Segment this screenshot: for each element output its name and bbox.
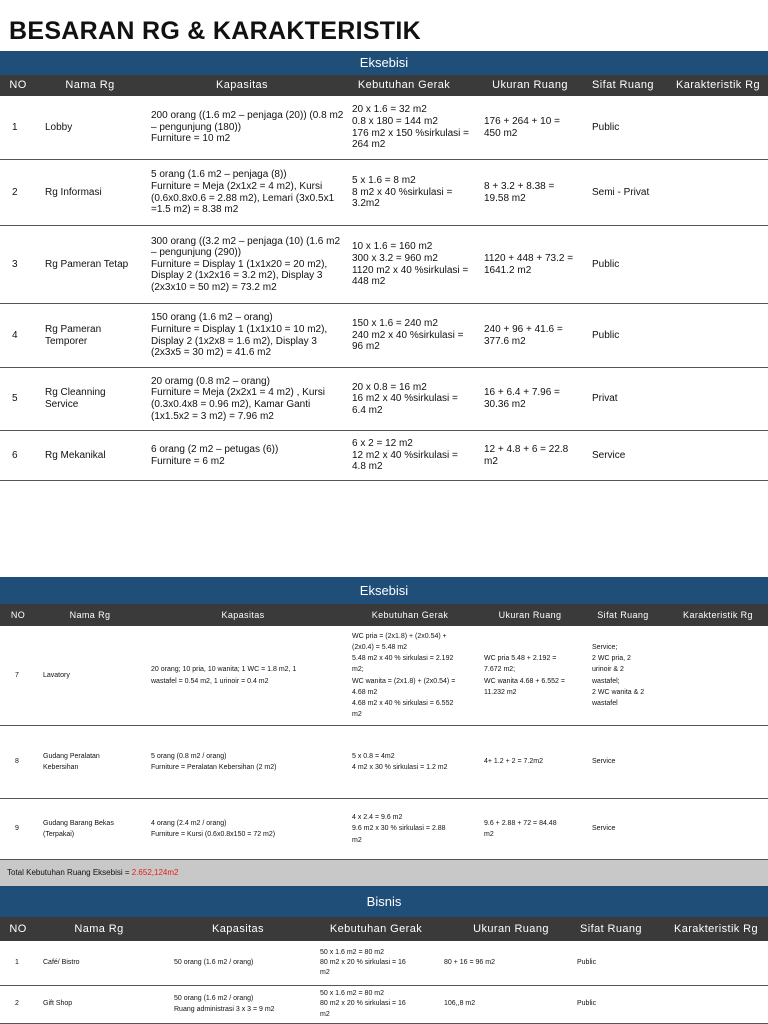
cell-sifat-ruang (592, 96, 668, 159)
cell-kebutuhan-gerak (352, 304, 480, 367)
column-header-kapasitas: Kapasitas (221, 610, 265, 620)
cell-sifat-ruang (592, 626, 668, 725)
cell-no (15, 941, 39, 985)
column-header-ukuran-ruang: Ukuran Ruang (492, 79, 568, 91)
cell-text: Public (592, 329, 620, 341)
cell-text: 6 (12, 449, 18, 461)
table-row (0, 96, 768, 160)
cell-text: 50 orang (1.6 m2 / orang) Ruang administrasi 3 x 3 = 9 m2 (174, 995, 275, 1013)
cell-sifat-ruang (577, 986, 668, 1023)
cell-no (12, 368, 41, 430)
column-header-no: NO (9, 923, 27, 935)
cell-karakteristik-rg (672, 986, 764, 1023)
cell-kebutuhan-gerak (352, 431, 480, 480)
cell-ukuran-ruang (484, 368, 588, 430)
cell-no (12, 304, 41, 367)
cell-text: 300 orang ((3.2 m2 – penjaga (10) (1.6 m2 – pengunjung (290)) Furniture = Display 1 (1x1x20 = 20 m2), Display 2 (1x2x16 = 3.2 m2), Display 3 (2x3x10 = 50 m2) = 73.2 m2 (151, 235, 340, 293)
cell-ukuran-ruang (444, 941, 573, 985)
total-label: Total Kebutuhan Ruang Eksebisi = (7, 868, 132, 877)
table-row (0, 941, 768, 986)
column-header-nama-rg: Nama Rg (69, 610, 111, 620)
table-row (0, 226, 768, 304)
table-row (0, 986, 768, 1024)
cell-text: 20 x 1.6 = 32 m2 0.8 x 180 = 144 m2 176 m2 x 150 %sirkulasi = 264 m2 (352, 104, 470, 151)
column-header-karakteristik-rg: Karakteristik Rg (675, 79, 761, 91)
cell-nama-rg (45, 226, 147, 303)
cell-text: Café/ Bistro (43, 958, 80, 966)
cell-text: 176 + 264 + 10 = 450 m2 (484, 115, 560, 139)
cell-sifat-ruang (592, 226, 668, 303)
table-header-row (0, 75, 768, 96)
table-row (0, 431, 768, 481)
cell-text: Gudang Barang Bekas (Terpakai) (43, 819, 114, 838)
column-header-nama-rg: Nama Rg (74, 923, 124, 935)
cell-text: 20 orang; 10 pria, 10 wanita; 1 WC = 1.8 m2, 1 wastafel = 0.54 m2, 1 urinoir = 0.4 m2 (151, 666, 297, 685)
cell-karakteristik-rg (672, 799, 764, 859)
cell-text: Gudang Peralatan Kebersihan (43, 752, 100, 771)
column-header-kebutuhan-gerak: Kebutuhan Gerak (357, 79, 451, 91)
table-row (0, 799, 768, 860)
cell-text: 16 + 6.4 + 7.96 = 30.36 m2 (484, 387, 560, 410)
cell-text: Rg Mekanikal (45, 449, 106, 461)
cell-no (12, 160, 41, 225)
column-header-kebutuhan-gerak: Kebutuhan Gerak (329, 923, 423, 935)
cell-nama-rg (43, 626, 147, 725)
cell-nama-rg (43, 986, 170, 1023)
cell-karakteristik-rg (672, 726, 764, 798)
cell-text: 5 (12, 393, 18, 405)
cell-text: Service (592, 758, 616, 766)
cell-sifat-ruang (592, 726, 668, 798)
column-header-karakteristik-rg: Karakteristik Rg (683, 610, 753, 620)
column-header-karakteristik-rg: Karakteristik Rg (673, 923, 759, 935)
cell-kapasitas (151, 368, 348, 430)
cell-text: 80 + 16 = 96 m2 (444, 958, 495, 966)
cell-kapasitas (151, 799, 348, 859)
table-row (0, 626, 768, 726)
cell-sifat-ruang (592, 431, 668, 480)
column-header-sifat-ruang: Sifat Ruang (592, 79, 654, 91)
cell-no (15, 799, 39, 859)
cell-text: Public (592, 258, 620, 270)
cell-sifat-ruang (592, 368, 668, 430)
cell-no (15, 986, 39, 1023)
cell-nama-rg (43, 799, 147, 859)
cell-text: 2 (12, 186, 18, 198)
cell-karakteristik-rg (672, 941, 764, 985)
cell-kebutuhan-gerak (352, 799, 480, 859)
cell-kapasitas (174, 986, 316, 1023)
cell-kapasitas (151, 626, 348, 725)
column-header-kapasitas: Kapasitas (216, 79, 268, 91)
cell-nama-rg (43, 941, 170, 985)
cell-kapasitas (151, 160, 348, 225)
cell-text: WC pria 5.48 + 2.192 = 7.672 m2; WC wanita 4.68 + 6.552 = 11.232 m2 (484, 655, 565, 696)
cell-text: 10 x 1.6 = 160 m2 300 x 3.2 = 960 m2 1120 m2 x 40 %sirkulasi = 448 m2 (352, 241, 469, 288)
cell-nama-rg (45, 304, 147, 367)
cell-kapasitas (151, 96, 348, 159)
column-header-sifat-ruang: Sifat Ruang (597, 610, 649, 620)
cell-text: Rg Cleanning Service (45, 387, 106, 410)
cell-text: 6 orang (2 m2 – petugas (6)) Furniture = 6 m2 (151, 443, 279, 467)
section-heading: Eksebisi (359, 55, 409, 70)
cell-ukuran-ruang (484, 226, 588, 303)
cell-sifat-ruang (592, 304, 668, 367)
column-header-sifat-ruang: Sifat Ruang (580, 923, 642, 935)
cell-text: Rg Pameran Temporer (45, 323, 102, 347)
cell-text: 150 orang (1.6 m2 – orang) Furniture = Display 1 (1x1x10 = 10 m2), Display 2 (1x2x8 = 1.6 m2), Display 3 (2x3x5 = 30 m2) = 41.6 m2 (151, 312, 328, 359)
cell-text: Service (592, 825, 616, 833)
cell-kebutuhan-gerak (320, 941, 440, 985)
column-header-kebutuhan-gerak: Kebutuhan Gerak (371, 610, 449, 620)
cell-text: 12 + 4.8 + 6 = 22.8 m2 (484, 443, 569, 467)
cell-text: 7 (15, 671, 19, 679)
cell-no (12, 431, 41, 480)
cell-text: 3 (12, 258, 18, 270)
cell-no (15, 626, 39, 725)
cell-text: Public (577, 958, 597, 966)
cell-text: 8 + 3.2 + 8.38 = 19.58 m2 (484, 180, 555, 204)
cell-text: 50 x 1.6 m2 = 80 m2 80 m2 x 20 % sirkulasi = 16 m2 (320, 948, 406, 977)
cell-text: 2 (15, 1000, 19, 1008)
cell-text: 9 (15, 825, 19, 833)
cell-kebutuhan-gerak (352, 368, 480, 430)
cell-nama-rg (45, 160, 147, 225)
cell-text: Rg Pameran Tetap (45, 258, 129, 270)
table-header-row (0, 604, 768, 626)
cell-karakteristik-rg (672, 368, 764, 430)
cell-kebutuhan-gerak (352, 726, 480, 798)
cell-text: Public (577, 1000, 597, 1008)
cell-ukuran-ruang (484, 626, 588, 725)
cell-text: Service (592, 449, 626, 461)
column-header-kapasitas: Kapasitas (212, 923, 264, 935)
cell-text: 106,,8 m2 (444, 1000, 476, 1008)
cell-nama-rg (45, 431, 147, 480)
cell-text: 8 (15, 758, 19, 766)
cell-text: 20 x 0.8 = 16 m2 16 m2 x 40 %sirkulasi = 6.4 m2 (352, 381, 458, 416)
cell-sifat-ruang (592, 799, 668, 859)
table-header-row (0, 917, 768, 941)
cell-text: 5 orang (0.8 m2 / orang) Furniture = Peralatan Kebersihan (2 m2) (151, 752, 277, 771)
cell-no (12, 226, 41, 303)
cell-text: 50 x 1.6 m2 = 80 m2 80 m2 x 20 % sirkulasi = 16 m2 (320, 990, 406, 1018)
column-header-no: NO (10, 610, 26, 620)
cell-text: 4 (12, 329, 18, 341)
cell-text: 1 (15, 958, 19, 966)
cell-text: Service; 2 WC pria, 2 urinoir & 2 wastafel; 2 WC wanita & 2 wastafel (592, 644, 645, 707)
cell-text: Rg Informasi (45, 186, 102, 198)
cell-karakteristik-rg (672, 626, 764, 725)
total-value: 2.652,124m2 (131, 868, 179, 877)
cell-kebutuhan-gerak (352, 626, 480, 725)
column-header-nama-rg: Nama Rg (65, 79, 115, 91)
table-row (0, 368, 768, 431)
cell-kapasitas (174, 941, 316, 985)
cell-karakteristik-rg (672, 226, 764, 303)
cell-ukuran-ruang (484, 799, 588, 859)
cell-text: 240 + 96 + 41.6 = 377.6 m2 (484, 323, 563, 347)
section-heading: Eksebisi (359, 583, 409, 598)
cell-ukuran-ruang (484, 304, 588, 367)
cell-nama-rg (43, 726, 147, 798)
cell-text: 4 x 2.4 = 9.6 m2 9.6 m2 x 30 % sirkulasi = 2.88 m2 (352, 814, 446, 844)
column-header-ukuran-ruang: Ukuran Ruang (498, 610, 562, 620)
section-heading: Bisnis (366, 894, 402, 909)
section-heading-band (0, 577, 768, 604)
cell-text: 5 x 1.6 = 8 m2 8 m2 x 40 %sirkulasi = 3.2m2 (352, 175, 453, 210)
cell-text: Privat (592, 393, 618, 405)
total-row (0, 860, 768, 886)
cell-text: 9.6 + 2.88 + 72 = 84.48 m2 (484, 819, 557, 838)
cell-text: WC pria = (2x1.8) + (2x0.54) + (2x0.4) = 5.48 m2 5.48 m2 x 40 % sirkulasi = 2.192 m2; WC wanita = (2x1.8) + (2x0.54) = 4.68 m2 4.68 m2 x 40 % sirkulasi = 6.552 m2 (352, 633, 456, 718)
cell-nama-rg (45, 368, 147, 430)
table-row (0, 304, 768, 368)
cell-ukuran-ruang (444, 986, 573, 1023)
cell-text: 6 x 2 = 12 m2 12 m2 x 40 %sirkulasi = 4.8 m2 (352, 438, 458, 473)
cell-karakteristik-rg (672, 431, 764, 480)
table-row (0, 726, 768, 799)
cell-no (12, 96, 41, 159)
column-header-no: NO (9, 79, 27, 91)
cell-sifat-ruang (577, 941, 668, 985)
cell-ukuran-ruang (484, 431, 588, 480)
cell-kapasitas (151, 304, 348, 367)
cell-karakteristik-rg (672, 304, 764, 367)
cell-text: Public (592, 121, 620, 133)
section-heading-band (0, 51, 768, 75)
section-heading-band (0, 886, 768, 917)
cell-kebutuhan-gerak (352, 96, 480, 159)
cell-text: Lobby (45, 121, 73, 133)
cell-kapasitas (151, 431, 348, 480)
cell-kebutuhan-gerak (352, 226, 480, 303)
cell-ukuran-ruang (484, 726, 588, 798)
cell-nama-rg (45, 96, 147, 159)
cell-kebutuhan-gerak (352, 160, 480, 225)
cell-text: 1120 + 448 + 73.2 = 1641.2 m2 (484, 252, 574, 276)
table-row (0, 160, 768, 226)
cell-text: 5 orang (1.6 m2 – penjaga (8)) Furniture = Meja (2x1x2 = 4 m2), Kursi (0.6x0.8x0.6 = 2.88 m2), Lemari (3x0.5x1 =1.5 m2) = 8.38 m2 (151, 169, 335, 216)
cell-ukuran-ruang (484, 160, 588, 225)
page-title: BESARAN RG & KARAKTERISTIK (9, 17, 421, 45)
cell-text: Lavatory (43, 671, 70, 679)
column-header-ukuran-ruang: Ukuran Ruang (473, 923, 549, 935)
cell-text: Gift Shop (43, 1000, 73, 1008)
cell-text: Semi - Privat (592, 186, 650, 198)
cell-kapasitas (151, 226, 348, 303)
cell-ukuran-ruang (484, 96, 588, 159)
cell-text: 5 x 0.8 = 4m2 4 m2 x 30 % sirkulasi = 1.2 m2 (352, 752, 448, 771)
cell-text: 4+ 1.2 + 2 = 7.2m2 (484, 758, 543, 766)
cell-text: 150 x 1.6 = 240 m2 240 m2 x 40 %sirkulasi = 96 m2 (352, 318, 464, 353)
cell-text: 1 (12, 121, 18, 133)
cell-karakteristik-rg (672, 96, 764, 159)
cell-karakteristik-rg (672, 160, 764, 225)
cell-kapasitas (151, 726, 348, 798)
cell-no (15, 726, 39, 798)
cell-text: 50 orang (1.6 m2 / orang) (174, 958, 254, 966)
cell-sifat-ruang (592, 160, 668, 225)
cell-text: 4 orang (2.4 m2 / orang) Furniture = Kursi (0.6x0.8x150 = 72 m2) (151, 819, 276, 838)
cell-text: 20 oramg (0.8 m2 – orang) Furniture = Meja (2x2x1 = 4 m2) , Kursi (0.3x0.4x8 = 0.96 m2), Kamar Ganti (1x1.5x2 = 3 m2) = 7.96 m2 (151, 375, 325, 422)
cell-kebutuhan-gerak (320, 986, 440, 1023)
cell-text: 200 orang ((1.6 m2 – penjaga (20)) (0.8 m2 – pengunjung (180)) Furniture = 10 m2 (151, 110, 344, 145)
